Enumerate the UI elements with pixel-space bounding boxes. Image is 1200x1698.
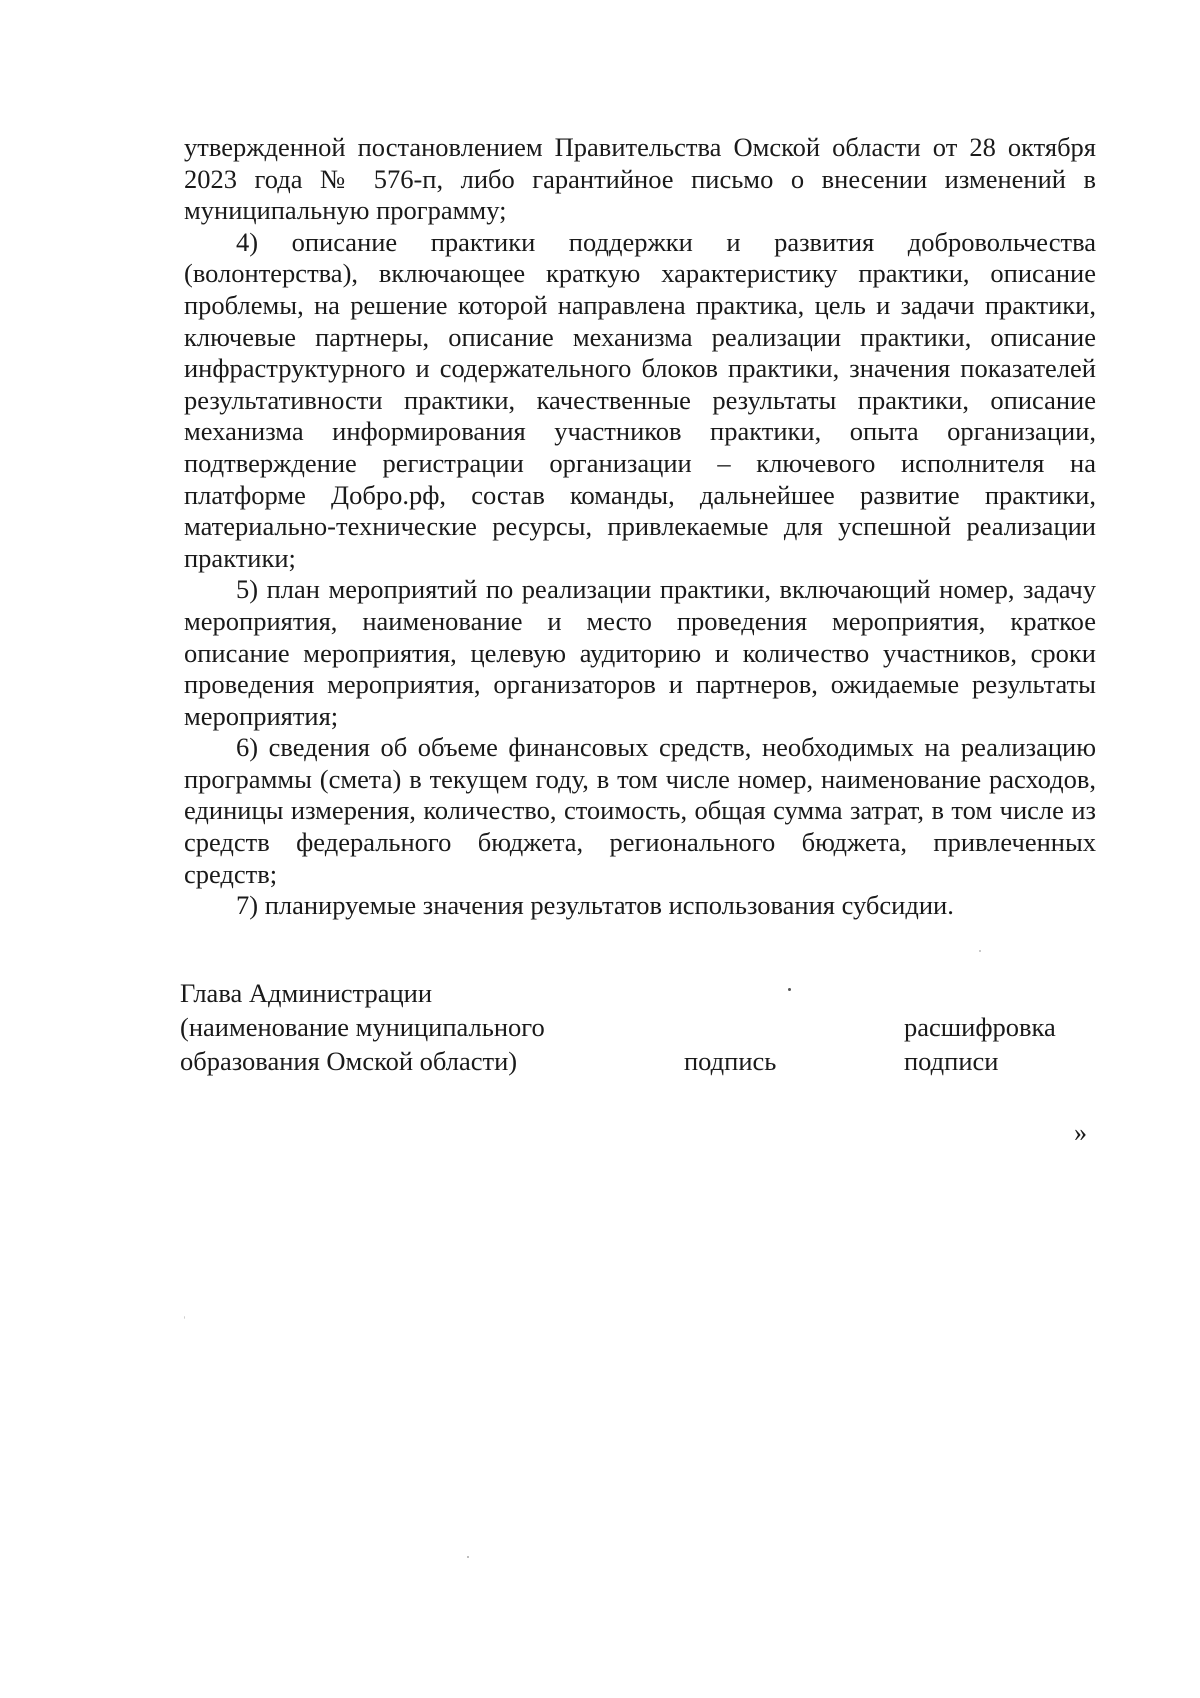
scan-speck <box>788 988 791 991</box>
signature-decoding-line: расшифровка <box>904 1012 1056 1042</box>
paragraph-continuation: утвержденной постановлением Правительства Омской области от 28 октября 2023 года № 576-п, либо гарантийное письмо о внесении изменений в муниципальную программу; <box>184 132 1096 226</box>
paragraph-item-5: 5) план мероприятий по реализации практики, включающий номер, задачу мероприятия, наименование и место проведения мероприятия, краткое описание мероприятия, целевую аудиторию и количество участников, сроки проведения мероприятия, организаторов и партнеров, ожидаемые результаты мероприятия; <box>184 574 1096 731</box>
signature-decoding-line: подписи <box>904 1046 999 1076</box>
closing-quote-mark: » <box>1074 1118 1087 1147</box>
scan-speck <box>979 950 981 952</box>
signature-title-line: образования Омской области) <box>180 1046 518 1076</box>
signature-title-block <box>180 976 545 1078</box>
signature-title-line: (наименование муниципального <box>180 1012 545 1042</box>
paragraph-item-6: 6) сведения об объеме финансовых средств, необходимых на реализацию программы (смета) в текущем году, в том числе номер, наименование расходов, единицы измерения, количество, стоимость, общая сумма затрат, в том числе из средств федерального бюджета, регионального бюджета, привлеченных средств; <box>184 732 1096 889</box>
signature-title-line: Глава Администрации <box>180 978 433 1008</box>
paragraph-item-7: 7) планируемые значения результатов использования субсидии. <box>236 890 954 921</box>
paragraph-item-4: 4) описание практики поддержки и развития добровольчества (волонтерства), включающее краткую характеристику практики, описание проблемы, на решение которой направлена практика, цель и задачи практики, ключевые партнеры, описание механизма реализации практики, описание инфраструктурного и содержательного блоков практики, значения показателей результативности практики, качественные результаты практики, описание механизма информирования участников практики, опыта организации, подтверждение регистрации организации – ключевого исполнителя на платформе Добро.рф, состав команды, дальнейшее развитие практики, материально-технические ресурсы, привлекаемые для успешной реализации практики; <box>184 226 1096 573</box>
scan-speck <box>467 1556 469 1558</box>
document-body <box>184 132 1096 922</box>
scan-speck <box>184 1316 185 1319</box>
signature-placeholder-label: подпись <box>684 1046 777 1076</box>
signature-decoding-block <box>904 1010 1056 1078</box>
